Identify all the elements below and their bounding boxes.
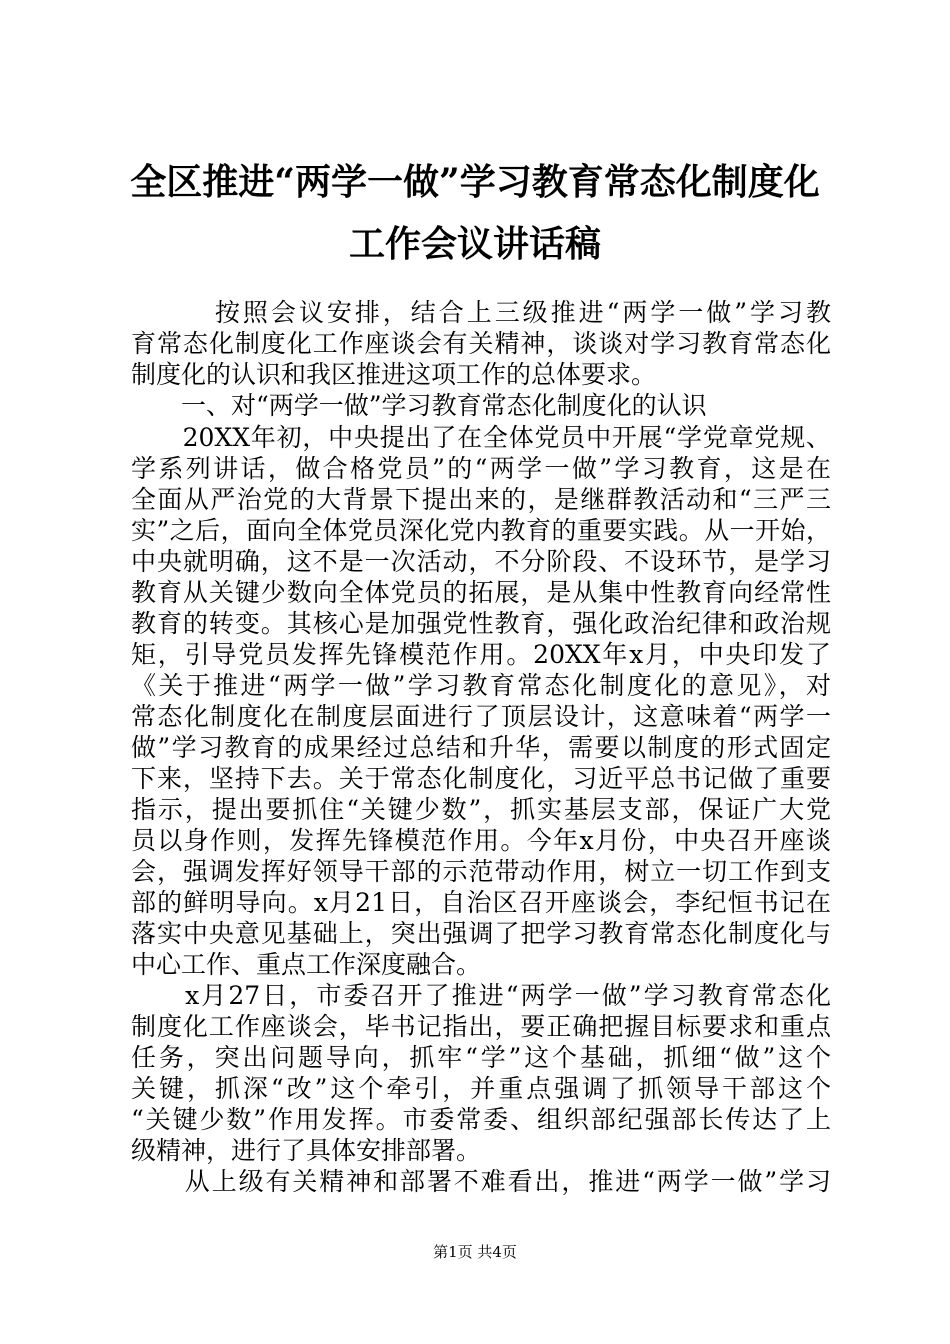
body-line: 做”学习教育的成果经过总结和升华，需要以制度的形式固定: [131, 733, 831, 762]
document-title-line-1: 全区推进“两学一做”学习教育常态化制度化: [130, 161, 820, 203]
body-line: 教育从关键少数向全体党员的拓展，是从集中性教育向经常性: [131, 578, 831, 607]
body-line: 指示，提出要抓住“关键少数”，抓实基层支部，保证广大党: [131, 795, 831, 824]
page-number-footer: 第1页 共4页: [433, 1243, 517, 1261]
body-line: 按照会议安排，结合上三级推进“两学一做”学习教: [131, 298, 831, 327]
section-heading: 一、对“两学一做”学习教育常态化制度化的认识: [131, 391, 707, 420]
body-line: 关键，抓深“改”这个牵引，并重点强调了抓领导干部这个: [131, 1074, 831, 1103]
body-line: 常态化制度化在制度层面进行了顶层设计，这意味着“两学一: [131, 702, 831, 731]
body-line: 制度化工作座谈会，毕书记指出，要正确把握目标要求和重点: [131, 1012, 831, 1041]
body-line: 级精神，进行了具体安排部署。: [131, 1136, 482, 1165]
body-line: 《关于推进“两学一做”学习教育常态化制度化的意见》，对: [131, 671, 831, 700]
body-line: 部的鲜明导向。x月21日，自治区召开座谈会，李纪恒书记在: [131, 888, 831, 917]
body-line: 教育的转变。其核心是加强党性教育，强化政治纪律和政治规: [131, 609, 831, 638]
body-line: 矩，引导党员发挥先锋模范作用。20XX年x月，中央印发了: [131, 640, 831, 669]
body-line: 员以身作则，发挥先锋模范作用。今年x月份，中央召开座谈: [131, 826, 831, 855]
body-line: 实”之后，面向全体党员深化党内教育的重要实践。从一开始，: [131, 516, 831, 545]
body-line: “关键少数”作用发挥。市委常委、组织部纪强部长传达了上: [131, 1105, 831, 1134]
body-line: x月27日，市委召开了推进“两学一做”学习教育常态化: [131, 981, 831, 1010]
body-line: 20XX年初，中央提出了在全体党员中开展“学党章党规、: [131, 423, 831, 452]
document-title-line-2: 工作会议讲话稿: [348, 223, 601, 265]
body-line: 学系列讲话，做合格党员”的“两学一做”学习教育，这是在: [131, 454, 831, 483]
body-line: 任务，突出问题导向，抓牢“学”这个基础，抓细“做”这个: [131, 1043, 831, 1072]
body-line: 制度化的认识和我区推进这项工作的总体要求。: [131, 360, 657, 389]
body-line: 育常态化制度化工作座谈会有关精神，谈谈对学习教育常态化: [131, 329, 831, 358]
body-line: 中心工作、重点工作深度融合。: [131, 950, 482, 979]
body-line: 落实中央意见基础上，突出强调了把学习教育常态化制度化与: [131, 919, 831, 948]
body-line: 下来，坚持下去。关于常态化制度化，习近平总书记做了重要: [131, 764, 831, 793]
body-line: 全面从严治党的大背景下提出来的，是继群教活动和“三严三: [131, 485, 831, 514]
body-line: 会，强调发挥好领导干部的示范带动作用，树立一切工作到支: [131, 857, 831, 886]
body-line: 中央就明确，这不是一次活动，不分阶段、不设环节，是学习: [131, 547, 831, 576]
body-line: 从上级有关精神和部署不难看出，推进“两学一做”学习: [131, 1167, 831, 1196]
